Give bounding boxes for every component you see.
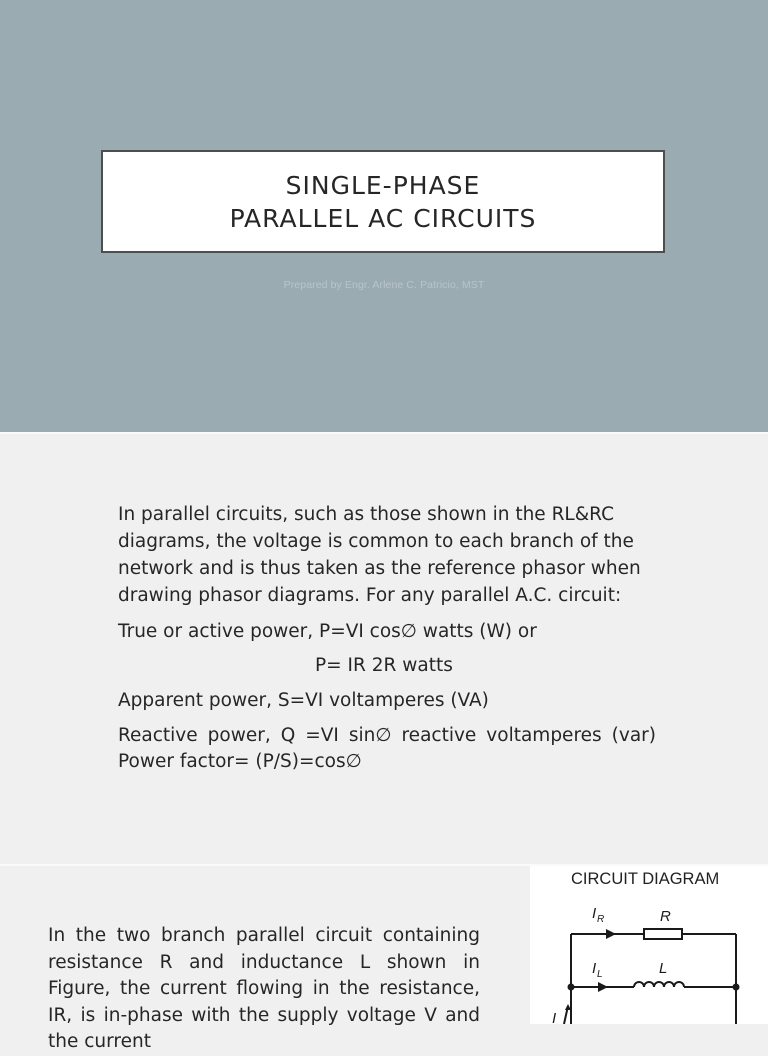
title-line-2: PARALLEL AC CIRCUITS — [229, 203, 537, 233]
intro-line: drawing phasor diagrams. For any parallel A.C. circuit: — [118, 585, 622, 606]
il-label-subscript: L — [597, 969, 603, 980]
rl-paragraph: In the two branch parallel circuit containing resistance R and inductance L shown in Figure, the current flowing in the resistance, IR, is in-phase with the supply voltage V and the current — [48, 925, 480, 1052]
l-label: L — [659, 960, 668, 977]
ir-arrow — [606, 929, 616, 939]
intro-paragraph — [118, 501, 656, 609]
title-box — [101, 150, 665, 253]
true-power-alt-formula: P= IR 2R watts — [315, 655, 453, 676]
power-factor-formula: Power factor= (P/S)=cos∅ — [118, 751, 362, 772]
author-subtitle: Prepared by Engr. Arlene C. Patricio, MST — [283, 279, 485, 291]
ir-label: I — [592, 905, 597, 922]
rl-circuit-slide — [0, 866, 768, 1052]
circuit-diagram-title: CIRCUIT DIAGRAM — [571, 870, 720, 888]
reactive-power-formula: Reactive power, Q =VI sin∅ reactive voltamperes (var) — [118, 725, 656, 746]
apparent-power-formula: Apparent power, S=VI voltamperes (VA) — [118, 690, 489, 711]
resistor-symbol — [644, 929, 682, 939]
supply-current-label: I — [552, 1010, 557, 1024]
r-label: R — [660, 908, 671, 925]
left-junction-node — [568, 984, 575, 991]
il-arrow — [598, 982, 608, 992]
intro-line: diagrams, the voltage is common to each branch of the — [118, 531, 634, 552]
right-junction-node — [733, 984, 740, 991]
intro-line: network and is thus taken as the reference phasor when — [118, 558, 641, 579]
power-slide — [0, 434, 768, 864]
true-power-formula: True or active power, P=VI cos∅ watts (W) or — [118, 621, 537, 642]
title-slide — [0, 0, 768, 432]
intro-line: In parallel circuits, such as those shown in the RL&RC — [118, 504, 615, 525]
il-label: I — [592, 960, 597, 977]
ir-label-subscript: R — [597, 914, 605, 925]
circuit-diagram — [530, 866, 768, 1024]
title-line-1: SINGLE-PHASE — [285, 170, 481, 200]
circuit-diagram-panel — [530, 866, 768, 1024]
inductor-symbol — [634, 982, 684, 987]
